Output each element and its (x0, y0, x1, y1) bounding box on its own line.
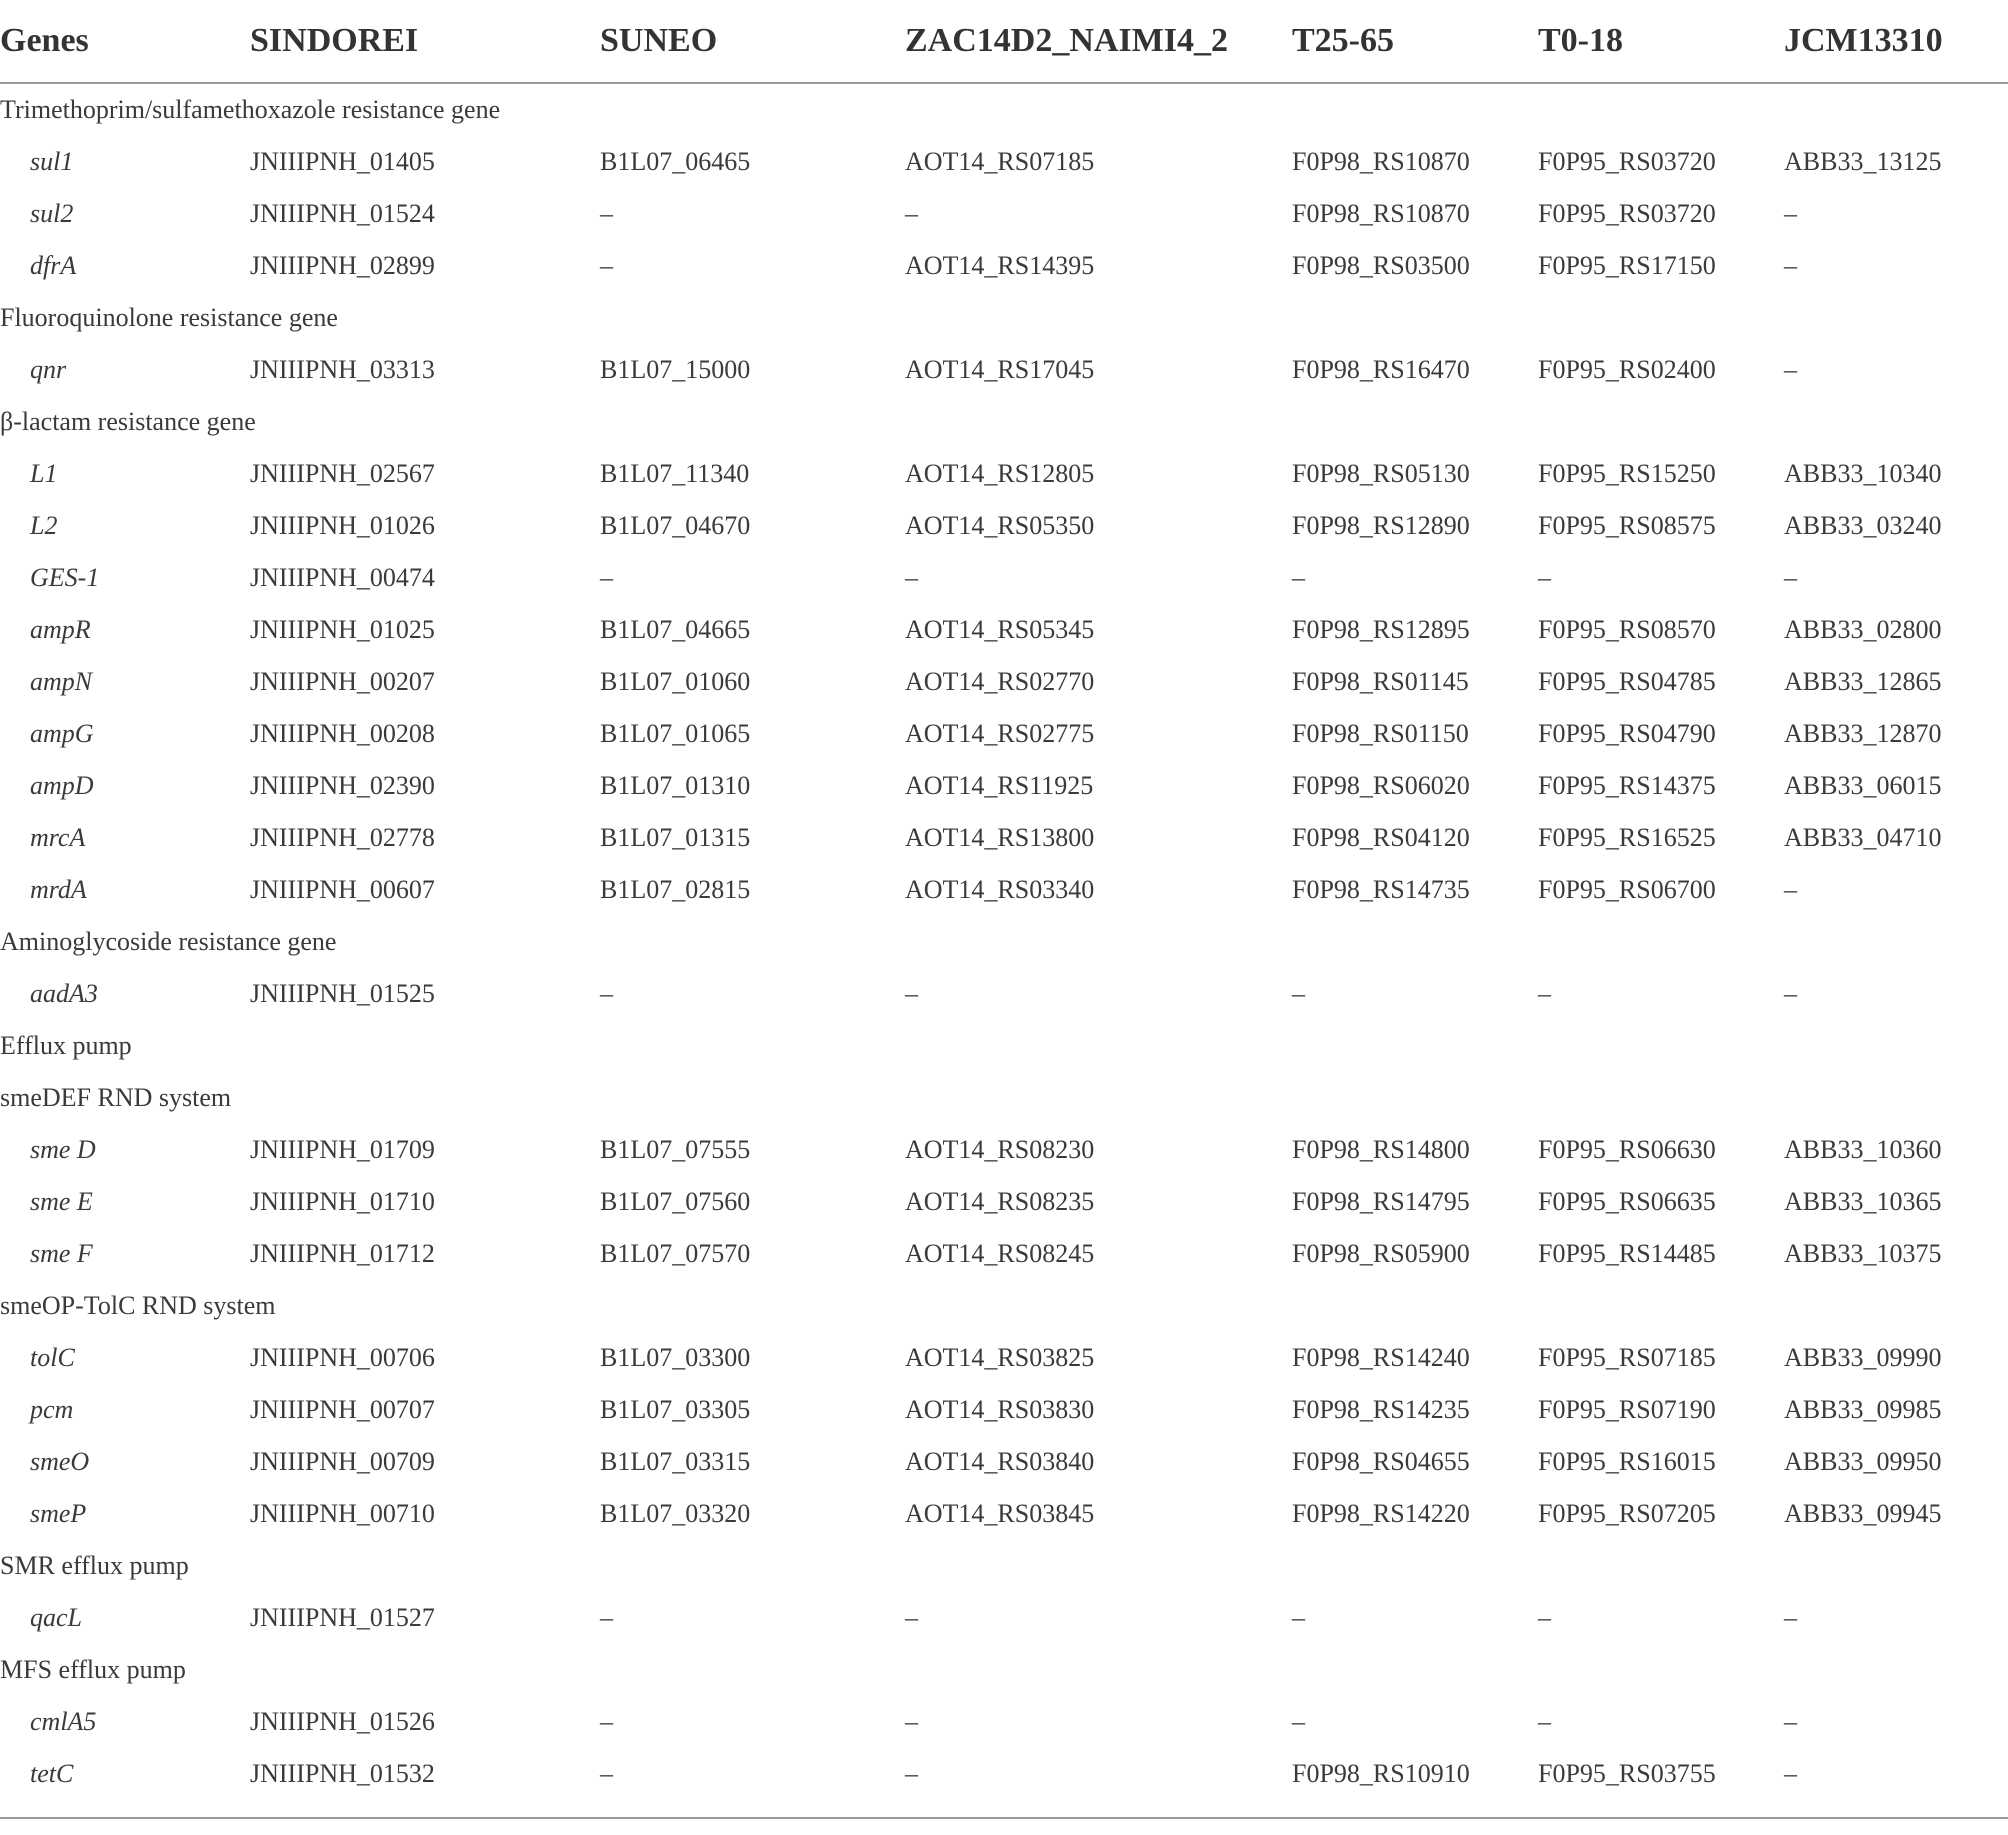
locus-tag-cell: AOT14_RS11925 (905, 771, 1094, 800)
locus-tag-cell: – (600, 563, 613, 592)
locus-tag-cell: F0P98_RS10870 (1292, 147, 1470, 176)
locus-tag-cell: ABB33_04710 (1784, 823, 1942, 852)
locus-tag-cell: B1L07_07560 (600, 1187, 751, 1216)
locus-tag-cell: JNIIIPNH_01709 (250, 1135, 435, 1164)
gene-name-cell: ampD (30, 771, 94, 800)
locus-tag-cell: – (600, 1759, 613, 1788)
gene-name-cell: sul1 (30, 147, 74, 176)
locus-tag-cell: F0P98_RS14795 (1292, 1187, 1470, 1216)
section-label: SMR efflux pump (0, 1551, 189, 1580)
locus-tag-cell: B1L07_01060 (600, 667, 751, 696)
locus-tag-cell: F0P98_RS03500 (1292, 251, 1470, 280)
locus-tag-cell: JNIIIPNH_02567 (250, 459, 435, 488)
locus-tag-cell: AOT14_RS14395 (905, 251, 1095, 280)
column-header-jcm13310: JCM13310 (1784, 0, 2008, 83)
locus-tag-cell: B1L07_07555 (600, 1135, 751, 1164)
locus-tag-cell: F0P95_RS04785 (1538, 667, 1716, 696)
column-header-genes: Genes (0, 0, 250, 83)
locus-tag-cell: – (1292, 563, 1305, 592)
locus-tag-cell: B1L07_03320 (600, 1499, 751, 1528)
locus-tag-cell: JNIIIPNH_01712 (250, 1239, 435, 1268)
locus-tag-cell: F0P95_RS07205 (1538, 1499, 1716, 1528)
table-row (0, 552, 2008, 604)
locus-tag-cell: F0P95_RS03755 (1538, 1759, 1716, 1788)
locus-tag-cell: JNIIIPNH_01525 (250, 979, 435, 1008)
locus-tag-cell: JNIIIPNH_01526 (250, 1707, 435, 1736)
locus-tag-cell: ABB33_02800 (1784, 615, 1942, 644)
locus-tag-cell: AOT14_RS05345 (905, 615, 1095, 644)
locus-tag-cell: ABB33_12870 (1784, 719, 1942, 748)
locus-tag-cell: F0P95_RS03720 (1538, 199, 1716, 228)
gene-name-cell: GES-1 (30, 563, 100, 592)
locus-tag-cell: JNIIIPNH_01527 (250, 1603, 435, 1632)
locus-tag-cell: – (1784, 251, 1797, 280)
locus-tag-cell: F0P98_RS10870 (1292, 199, 1470, 228)
table-body (0, 83, 2008, 1800)
locus-tag-cell: F0P98_RS12890 (1292, 511, 1470, 540)
gene-name-cell: mrcA (30, 823, 86, 852)
table-row (0, 1436, 2008, 1488)
locus-tag-cell: JNIIIPNH_00607 (250, 875, 435, 904)
gene-name-cell: ampR (30, 615, 91, 644)
gene-name-cell: sul2 (30, 199, 74, 228)
locus-tag-cell: JNIIIPNH_00706 (250, 1343, 435, 1372)
locus-tag-cell: F0P95_RS16525 (1538, 823, 1716, 852)
locus-tag-cell: JNIIIPNH_01025 (250, 615, 435, 644)
gene-name-cell: smeO (30, 1447, 90, 1476)
locus-tag-cell: – (1784, 1759, 1797, 1788)
gene-name-cell: aadA3 (30, 979, 98, 1008)
locus-tag-cell: B1L07_03315 (600, 1447, 751, 1476)
table-header (0, 0, 2008, 83)
gene-name-cell: sme F (30, 1239, 93, 1268)
table-row (0, 240, 2008, 292)
locus-tag-cell: F0P95_RS04790 (1538, 719, 1716, 748)
locus-tag-cell: AOT14_RS07185 (905, 147, 1095, 176)
table-row (0, 188, 2008, 240)
gene-name-cell: sme E (30, 1187, 93, 1216)
locus-tag-cell: – (1292, 1603, 1305, 1632)
locus-tag-cell: F0P98_RS05130 (1292, 459, 1470, 488)
section-label: Efflux pump (0, 1031, 132, 1060)
locus-tag-cell: F0P98_RS12895 (1292, 615, 1470, 644)
section-row (0, 396, 2008, 448)
column-header-suneo: SUNEO (600, 0, 905, 83)
locus-tag-cell: F0P95_RS14485 (1538, 1239, 1716, 1268)
locus-tag-cell: F0P95_RS06635 (1538, 1187, 1716, 1216)
header-row (0, 0, 2008, 83)
table-row (0, 1124, 2008, 1176)
locus-tag-cell: F0P95_RS14375 (1538, 771, 1716, 800)
locus-tag-cell: ABB33_09985 (1784, 1395, 1942, 1424)
table-row (0, 136, 2008, 188)
locus-tag-cell: F0P98_RS04120 (1292, 823, 1470, 852)
table-row (0, 1488, 2008, 1540)
locus-tag-cell: F0P95_RS06700 (1538, 875, 1716, 904)
locus-tag-cell: JNIIIPNH_01405 (250, 147, 435, 176)
gene-name-cell: L2 (30, 511, 58, 540)
column-header-sindorei: SINDOREI (250, 0, 600, 83)
locus-tag-cell: B1L07_01065 (600, 719, 751, 748)
locus-tag-cell: ABB33_09945 (1784, 1499, 1942, 1528)
locus-tag-cell: F0P98_RS05900 (1292, 1239, 1470, 1268)
locus-tag-cell: – (905, 979, 918, 1008)
locus-tag-cell: – (1784, 1707, 1797, 1736)
locus-tag-cell: F0P98_RS14735 (1292, 875, 1470, 904)
locus-tag-cell: AOT14_RS08230 (905, 1135, 1095, 1164)
locus-tag-cell: ABB33_13125 (1784, 147, 1942, 176)
gene-name-cell: qnr (30, 355, 67, 384)
locus-tag-cell: JNIIIPNH_00707 (250, 1395, 435, 1424)
locus-tag-cell: ABB33_10375 (1784, 1239, 1942, 1268)
locus-tag-cell: F0P95_RS15250 (1538, 459, 1716, 488)
locus-tag-cell: – (1784, 199, 1797, 228)
locus-tag-cell: F0P98_RS14240 (1292, 1343, 1470, 1372)
section-row (0, 1072, 2008, 1124)
locus-tag-cell: F0P95_RS08570 (1538, 615, 1716, 644)
locus-tag-cell: – (905, 199, 918, 228)
locus-tag-cell: F0P95_RS02400 (1538, 355, 1716, 384)
gene-name-cell: dfrA (30, 251, 77, 280)
section-label: β-lactam resistance gene (0, 407, 256, 436)
locus-tag-cell: B1L07_02815 (600, 875, 751, 904)
locus-tag-cell: F0P98_RS01145 (1292, 667, 1469, 696)
gene-name-cell: tolC (30, 1343, 75, 1372)
locus-tag-cell: JNIIIPNH_02778 (250, 823, 435, 852)
table-row (0, 1228, 2008, 1280)
locus-tag-cell: JNIIIPNH_01026 (250, 511, 435, 540)
locus-tag-cell: JNIIIPNH_00208 (250, 719, 435, 748)
section-row (0, 1644, 2008, 1696)
locus-tag-cell: – (1784, 355, 1797, 384)
table-row (0, 1592, 2008, 1644)
table-row (0, 1176, 2008, 1228)
gene-name-cell: pcm (30, 1395, 74, 1424)
locus-tag-cell: JNIIIPNH_01524 (250, 199, 435, 228)
locus-tag-cell: AOT14_RS03840 (905, 1447, 1095, 1476)
locus-tag-cell: F0P95_RS06630 (1538, 1135, 1716, 1164)
gene-name-cell: ampG (30, 719, 94, 748)
locus-tag-cell: – (600, 979, 613, 1008)
locus-tag-cell: JNIIIPNH_00474 (250, 563, 435, 592)
locus-tag-cell: F0P98_RS10910 (1292, 1759, 1470, 1788)
locus-tag-cell: F0P98_RS01150 (1292, 719, 1469, 748)
locus-tag-cell: JNIIIPNH_00709 (250, 1447, 435, 1476)
table-row (0, 1696, 2008, 1748)
locus-tag-cell: ABB33_06015 (1784, 771, 1942, 800)
locus-tag-cell: ABB33_10340 (1784, 459, 1942, 488)
locus-tag-cell: B1L07_04670 (600, 511, 751, 540)
column-header-zac14d2-naimi4-2: ZAC14D2_NAIMI4_2 (905, 0, 1292, 83)
locus-tag-cell: AOT14_RS03340 (905, 875, 1095, 904)
locus-tag-cell: AOT14_RS03825 (905, 1343, 1095, 1372)
locus-tag-cell: – (1538, 1603, 1551, 1632)
table-row (0, 1384, 2008, 1436)
locus-tag-cell: JNIIIPNH_02899 (250, 251, 435, 280)
locus-tag-cell: F0P95_RS16015 (1538, 1447, 1716, 1476)
locus-tag-cell: JNIIIPNH_01532 (250, 1759, 435, 1788)
locus-tag-cell: – (905, 1707, 918, 1736)
locus-tag-cell: AOT14_RS12805 (905, 459, 1095, 488)
table-row (0, 448, 2008, 500)
gene-name-cell: L1 (30, 459, 58, 488)
locus-tag-cell: – (1538, 979, 1551, 1008)
locus-tag-cell: – (905, 563, 918, 592)
locus-tag-cell: – (1292, 979, 1305, 1008)
locus-tag-cell: AOT14_RS05350 (905, 511, 1095, 540)
locus-tag-cell: – (905, 1603, 918, 1632)
locus-tag-cell: F0P98_RS04655 (1292, 1447, 1470, 1476)
locus-tag-cell: JNIIIPNH_00710 (250, 1499, 435, 1528)
locus-tag-cell: B1L07_15000 (600, 355, 751, 384)
gene-name-cell: ampN (30, 667, 93, 696)
locus-tag-cell: F0P98_RS14220 (1292, 1499, 1470, 1528)
table-row (0, 1748, 2008, 1800)
locus-tag-cell: AOT14_RS08235 (905, 1187, 1095, 1216)
locus-tag-cell: B1L07_11340 (600, 459, 750, 488)
table-row (0, 1332, 2008, 1384)
locus-tag-cell: JNIIIPNH_02390 (250, 771, 435, 800)
locus-tag-cell: F0P95_RS07190 (1538, 1395, 1716, 1424)
section-label: Trimethoprim/sulfamethoxazole resistance gene (0, 95, 501, 124)
locus-tag-cell: – (1538, 563, 1551, 592)
section-row (0, 1020, 2008, 1072)
locus-tag-cell: F0P98_RS14800 (1292, 1135, 1470, 1164)
locus-tag-cell: F0P98_RS14235 (1292, 1395, 1470, 1424)
table-row (0, 500, 2008, 552)
locus-tag-cell: F0P95_RS08575 (1538, 511, 1716, 540)
locus-tag-cell: ABB33_10365 (1784, 1187, 1942, 1216)
locus-tag-cell: B1L07_01310 (600, 771, 751, 800)
locus-tag-cell: AOT14_RS08245 (905, 1239, 1095, 1268)
locus-tag-cell: AOT14_RS03845 (905, 1499, 1095, 1528)
locus-tag-cell: ABB33_09990 (1784, 1343, 1942, 1372)
section-row (0, 83, 2008, 136)
section-label: smeDEF RND system (0, 1083, 232, 1112)
gene-name-cell: tetC (30, 1759, 74, 1788)
gene-name-cell: smeP (30, 1499, 87, 1528)
locus-tag-cell: AOT14_RS02770 (905, 667, 1095, 696)
gene-name-cell: sme D (30, 1135, 96, 1164)
locus-tag-cell: – (1784, 563, 1797, 592)
locus-tag-cell: B1L07_03305 (600, 1395, 751, 1424)
table-bottom-rule (0, 1817, 2008, 1819)
locus-tag-cell: – (600, 251, 613, 280)
section-label: Fluoroquinolone resistance gene (0, 303, 338, 332)
locus-tag-cell: F0P95_RS17150 (1538, 251, 1716, 280)
locus-tag-cell: B1L07_01315 (600, 823, 751, 852)
locus-tag-cell: – (1784, 979, 1797, 1008)
gene-name-cell: qacL (30, 1603, 82, 1632)
locus-tag-cell: JNIIIPNH_01710 (250, 1187, 435, 1216)
table-row (0, 344, 2008, 396)
section-row (0, 916, 2008, 968)
locus-tag-cell: B1L07_06465 (600, 147, 751, 176)
locus-tag-cell: – (905, 1759, 918, 1788)
locus-tag-cell: F0P95_RS07185 (1538, 1343, 1716, 1372)
section-row (0, 1280, 2008, 1332)
locus-tag-cell: B1L07_03300 (600, 1343, 751, 1372)
locus-tag-cell: – (600, 1707, 613, 1736)
locus-tag-cell: B1L07_04665 (600, 615, 751, 644)
locus-tag-cell: AOT14_RS13800 (905, 823, 1095, 852)
locus-tag-cell: AOT14_RS03830 (905, 1395, 1095, 1424)
section-row (0, 292, 2008, 344)
column-header-t25-65: T25-65 (1292, 0, 1538, 83)
locus-tag-cell: – (1538, 1707, 1551, 1736)
locus-tag-cell: AOT14_RS02775 (905, 719, 1095, 748)
section-label: MFS efflux pump (0, 1655, 186, 1684)
table-row (0, 812, 2008, 864)
locus-tag-cell: – (1784, 875, 1797, 904)
section-row (0, 1540, 2008, 1592)
locus-tag-cell: JNIIIPNH_00207 (250, 667, 435, 696)
section-label: smeOP-TolC RND system (0, 1291, 276, 1320)
locus-tag-cell: ABB33_09950 (1784, 1447, 1942, 1476)
locus-tag-cell: ABB33_03240 (1784, 511, 1942, 540)
table-row (0, 604, 2008, 656)
locus-tag-cell: ABB33_10360 (1784, 1135, 1942, 1164)
locus-tag-cell: JNIIIPNH_03313 (250, 355, 435, 384)
locus-tag-cell: – (600, 199, 613, 228)
locus-tag-cell: – (1292, 1707, 1305, 1736)
table-row (0, 656, 2008, 708)
table-row (0, 760, 2008, 812)
locus-tag-cell: – (1784, 1603, 1797, 1632)
locus-tag-cell: F0P98_RS16470 (1292, 355, 1470, 384)
locus-tag-cell: – (600, 1603, 613, 1632)
locus-tag-cell: F0P95_RS03720 (1538, 147, 1716, 176)
locus-tag-cell: F0P98_RS06020 (1292, 771, 1470, 800)
table-row (0, 968, 2008, 1020)
gene-name-cell: mrdA (30, 875, 87, 904)
column-header-t0-18: T0-18 (1538, 0, 1784, 83)
locus-tag-cell: ABB33_12865 (1784, 667, 1942, 696)
locus-tag-cell: B1L07_07570 (600, 1239, 751, 1268)
table-row (0, 864, 2008, 916)
table-row (0, 708, 2008, 760)
locus-tag-cell: AOT14_RS17045 (905, 355, 1095, 384)
section-label: Aminoglycoside resistance gene (0, 927, 337, 956)
gene-name-cell: cmlA5 (30, 1707, 97, 1736)
